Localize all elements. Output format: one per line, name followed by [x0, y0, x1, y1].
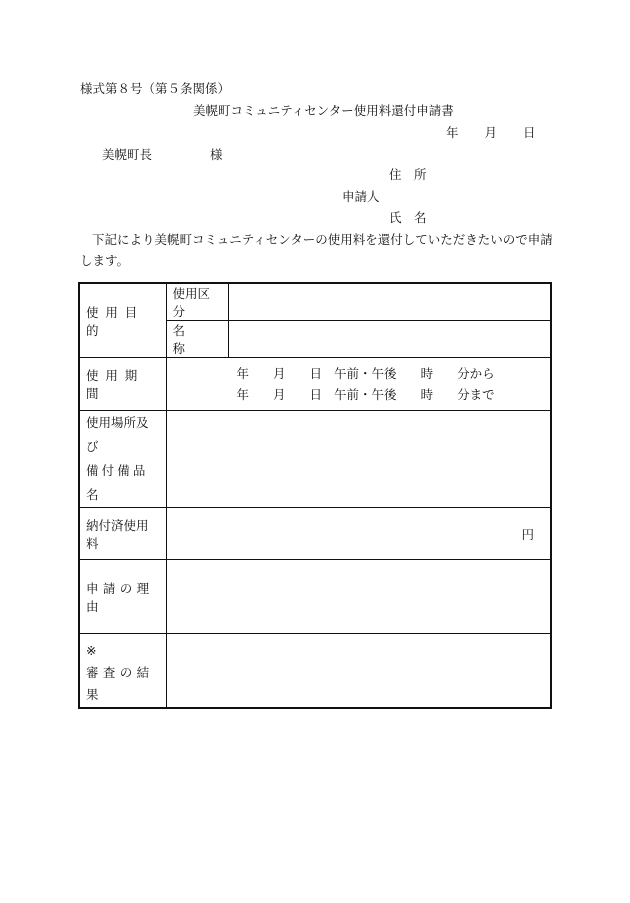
- result-label-cell: [79, 634, 166, 708]
- purpose-label-cell: [79, 283, 166, 358]
- name-label-cell: [166, 321, 228, 358]
- period-from: [237, 363, 545, 384]
- fee-label-cell: [79, 508, 166, 560]
- period-from-year: 年: [236, 366, 250, 381]
- fee-label: 納付済使用料: [86, 517, 149, 551]
- table-row: [79, 634, 551, 708]
- place-label-line2: 備付備品名: [86, 463, 149, 502]
- table-row: [79, 508, 551, 560]
- yen-unit: 円: [521, 526, 534, 542]
- fee-field[interactable]: [166, 508, 551, 560]
- place-label-cell: [79, 411, 166, 508]
- result-label: 審査の結果: [86, 665, 154, 702]
- facility-name-label: 名 称: [172, 323, 211, 356]
- category-label-cell: [166, 283, 228, 321]
- period-to-hour: 時: [420, 387, 434, 402]
- period-from-min: 分から: [457, 366, 495, 381]
- place-label-line1: 使用場所及び: [86, 415, 149, 454]
- place-field[interactable]: [166, 411, 551, 508]
- period-from-hour: 時: [420, 366, 434, 381]
- period-from-month: 月: [273, 366, 286, 381]
- reason-field[interactable]: [166, 560, 551, 634]
- period-to: [237, 384, 545, 405]
- period-to-min: 分まで: [457, 387, 495, 402]
- period-to-day: 日: [309, 387, 323, 402]
- note-mark: ※: [86, 643, 97, 658]
- result-field: [166, 634, 551, 708]
- period-to-year: 年: [236, 387, 250, 402]
- table-row: [79, 283, 551, 321]
- date-day: 日: [523, 125, 536, 140]
- table-row: [79, 358, 551, 411]
- period-label: 使用期間: [86, 368, 145, 401]
- period-to-month: 月: [273, 387, 286, 402]
- period-label-cell: [79, 358, 166, 411]
- purpose-label: 使用目的: [86, 304, 145, 338]
- document-title: 美幌町コミュニティセンター使用料還付申請書: [193, 103, 454, 118]
- date-month: 月: [484, 125, 498, 140]
- addressee: 美幌町長: [102, 147, 153, 162]
- honorific: 様: [210, 147, 223, 162]
- addressee-line: [102, 147, 223, 162]
- period-from-ampm: 午前・午後: [334, 366, 397, 381]
- application-table: [78, 282, 552, 709]
- table-row: [79, 560, 551, 634]
- period-from-day: 日: [309, 366, 323, 381]
- table-row: [79, 411, 551, 508]
- date-year: 年: [446, 125, 459, 140]
- category-field[interactable]: [228, 283, 551, 321]
- body-text: 下記により美幌町コミュニティセンターの使用料を還付していただきたいので申請します。: [80, 232, 553, 268]
- category-label: 使用区分: [172, 286, 211, 319]
- period-to-ampm: 午前・午後: [334, 387, 397, 402]
- reason-label: 申請の理由: [86, 580, 154, 614]
- applicant-label: 申請人: [342, 189, 380, 204]
- facility-name-field[interactable]: [228, 321, 551, 358]
- date-line: [446, 125, 536, 140]
- address-label: 住 所: [389, 167, 427, 182]
- period-field[interactable]: [166, 358, 551, 411]
- name-label: 氏 名: [389, 210, 427, 225]
- reason-label-cell: [79, 560, 166, 634]
- form-number: 様式第８号（第５条関係）: [80, 81, 231, 96]
